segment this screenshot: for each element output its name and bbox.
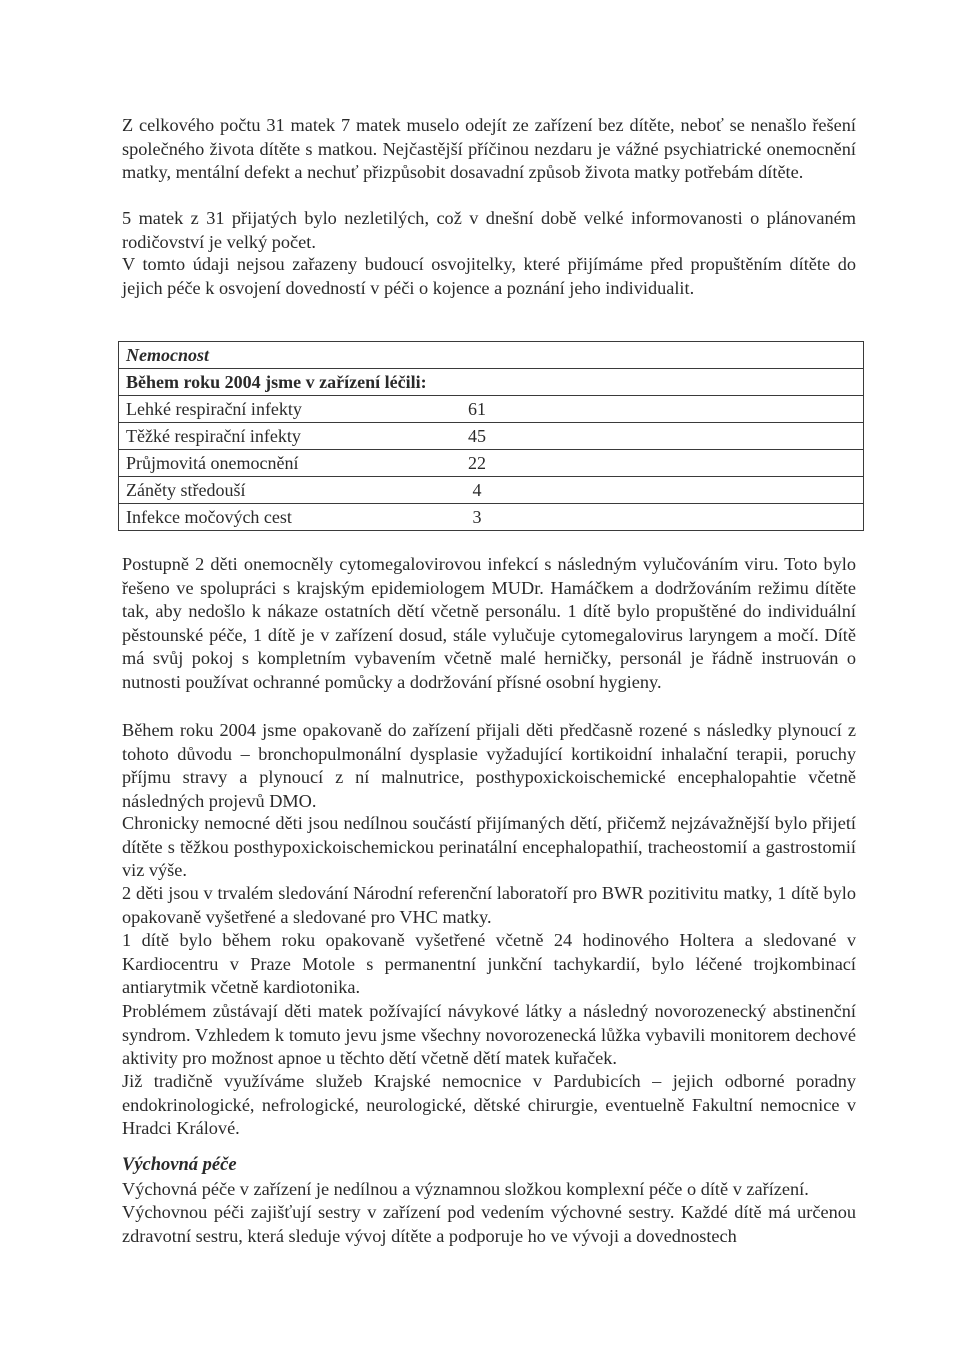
- row-label: Záněty středouší: [126, 479, 246, 500]
- body-paragraph-6: Problémem zůstávají děti matek požívající návykové látky a následný novorozenecký abstinenční syndrom. Vzhledem k tomuto jevu jsme všechny novorozenecká lůžka vybavili monitorem dechové aktivity pro možnost apnoe u těchto dětí včetně dětí matek kuřaček.: [122, 1001, 856, 1069]
- table-row: [119, 396, 864, 423]
- section-heading-vychovna-pece: Výchovná péče: [122, 1155, 237, 1175]
- row-label: Těžké respirační infekty: [126, 425, 301, 446]
- intro-paragraph-2: 5 matek z 31 přijatých bylo nezletilých, což v dnešní době velké informovanosti o plánovaném rodičovství je velký počet.: [122, 208, 856, 252]
- table-subtitle: Během roku 2004 jsme v zařízení léčili:: [119, 369, 864, 396]
- section2-paragraph-1: Výchovná péče v zařízení je nedílnou a významnou složkou komplexní péče o dítě v zařízení.: [122, 1179, 809, 1199]
- table-row: [119, 423, 864, 450]
- body-paragraph-5: 1 dítě bylo během roku opakovaně vyšetřené včetně 24 hodinového Holtera a sledované v Kardiocentru v Praze Motole s permanentní junkční tachykardií, bylo léčené trojkombinací antiarytmik včetně kardiotonika.: [122, 930, 856, 998]
- row-value: 45: [468, 425, 486, 446]
- row-value: 22: [468, 452, 486, 473]
- body-paragraph-1: Postupně 2 děti onemocněly cytomegalovirovou infekcí s následným vylučováním viru. Toto bylo řešeno ve spolupráci s krajským epidemiologem MUDr. Hamáčkem a dodržováním režimu dítěte tak, aby nedošlo k nákaze ostatních dětí včetně personálu. 1 dítě bylo propuštěné do individuální pěstounské péče, 1 dítě je v zařízení dosud, stále vylučuje cytomegalovirus laryngem a močí. Dítě má svůj pokoj s kompletním vybavením včetně malé herničky, personál je řádně instruován o nutnosti používat ochranné pomůcky a dodržování přísné osobní hygieny.: [122, 554, 856, 692]
- table-title: Nemocnost: [119, 342, 864, 369]
- table-row: [119, 477, 864, 504]
- intro-paragraph-3: V tomto údaji nejsou zařazeny budoucí osvojitelky, které přijímáme před propuštěním dítěte do jejich péče k osvojení dovedností v péči o kojence a poznání jeho individualit.: [122, 254, 856, 298]
- table-row: [119, 504, 864, 531]
- table-subtitle-row: [119, 369, 864, 396]
- body-paragraph-4: 2 děti jsou v trvalém sledování Národní referenční laboratoří pro BWR pozitivitu matky, 1 dítě bylo opakovaně vyšetřené a sledované pro VHC matky.: [122, 883, 856, 927]
- intro-paragraph-1: Z celkového počtu 31 matek 7 matek muselo odejít ze zařízení bez dítěte, neboť se nenašlo řešení společného života dítěte s matkou. Nejčastější příčinou nezdaru je vážné psychiatrické onemocnění matky, mentální defekt a nechuť přizpůsobit dosavadní způsob života matky potřebám dítěte.: [122, 115, 856, 183]
- table-row: [119, 450, 864, 477]
- row-label: Lehké respirační infekty: [126, 398, 302, 419]
- row-value: 3: [472, 506, 482, 527]
- body-paragraph-2: Během roku 2004 jsme opakovaně do zařízení přijali děti předčasně rozené s následky plynoucí z tohoto důvodu – bronchopulmonální dysplasie vyžadující kortikoidní inhalační terapii, poruchy příjmu stravy a plynoucí z ní malnutrice, posthypoxickoischemické encephalopahtie včetně následných projevů DMO.: [122, 720, 856, 811]
- row-value: 61: [468, 398, 486, 419]
- row-value: 4: [472, 479, 482, 500]
- illness-table: [118, 341, 864, 531]
- body-paragraph-3: Chronicky nemocné děti jsou nedílnou součástí přijímaných dětí, přičemž nejzávažnější bylo přijetí dítěte s těžkou posthypoxickoischemickou perinatální encephalopathií, tracheostomií a gastrostomií viz výše.: [122, 813, 856, 881]
- table-title-row: [119, 342, 864, 369]
- row-label: Infekce močových cest: [126, 506, 292, 527]
- row-label: Průjmovitá onemocnění: [126, 452, 299, 473]
- section2-paragraph-2: Výchovnou péči zajišťují sestry v zařízení pod vedením výchovné sestry. Každé dítě má určenou zdravotní sestru, která sleduje vývoj dítěte a podporuje ho ve vývoji a dovednostech: [122, 1202, 856, 1246]
- body-paragraph-7: Již tradičně využíváme služeb Krajské nemocnice v Pardubicích – jejich odborné poradny endokrinologické, nefrologické, neurologické, dětské chirurgie, eventuelně Fakultní nemocnice v Hradci Králové.: [122, 1071, 856, 1139]
